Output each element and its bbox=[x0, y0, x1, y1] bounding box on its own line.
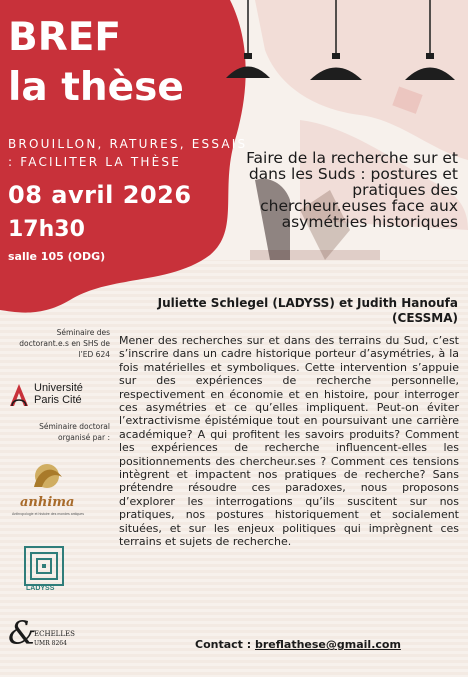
event-time: 17h30 bbox=[8, 217, 85, 242]
upc-emblem-icon bbox=[8, 382, 30, 408]
event-room: salle 105 (ODG) bbox=[8, 250, 106, 263]
echelles-ampersand-icon: & bbox=[8, 614, 37, 652]
event-date: 08 avril 2026 bbox=[8, 181, 192, 209]
contact-label: Contact : bbox=[195, 638, 252, 651]
seminar-note: Séminaire des doctorant.e.s en SHS de l’ED 624 bbox=[19, 328, 110, 359]
anhima-emblem-icon bbox=[24, 457, 70, 495]
upc-line-1: Université bbox=[34, 382, 83, 394]
ladyss-name: LADYSS bbox=[26, 585, 55, 592]
contact-line bbox=[195, 638, 401, 652]
echelles-code: UMR 8264 bbox=[34, 640, 67, 647]
ladyss-emblem-icon bbox=[24, 546, 64, 586]
anhima-logo bbox=[8, 457, 88, 527]
echelles-logo bbox=[8, 614, 88, 658]
anhima-tagline: Anthropologie et histoire des mondes antiques bbox=[12, 512, 84, 516]
speakers: Juliette Schlegel (LADYSS) et Judith Hanoufa (CESSMA) bbox=[157, 296, 458, 325]
contact-email-link[interactable]: breflathese@gmail.com bbox=[255, 638, 401, 651]
subtitle: BROUILLON, RATURES, ESSAIS : FACILITER LA THÈSE bbox=[8, 137, 248, 169]
talk-title: Faire de la recherche sur et dans les Suds : postures et pratiques des chercheur.euses face aux asymétries historiques bbox=[246, 149, 458, 231]
abstract: Mener des recherches sur et dans des terrains du Sud, c’est s’inscrire dans un cadre historique porteur d’asymétries, à la fois matérielles et symboliques. Cette intervention s’appuie sur des expériences de recherche personnelle, respectivement en économie et en histoire, pour interroger ces asymétries et ce qu’elles impliquent. Peut-on éviter l’extractivisme épistémique tout en poursuivant une carrière académique? A qui profitent les savoirs produits? Comment les expériences de recherche influencent-elles les positionnements des chercheur.ses ? Comment ces tensions intègrent et impactent nos pratiques de recherche? Sans prétendre résoudre ces paradoxes, nous proposons d’explorer les interrogations qu’ils suscitent sur nos pratiques, nos postures historiquement et socialement situées, et sur les enjeux politiques qui imprègnent ces terrains et sujets de recherche. bbox=[119, 334, 459, 549]
upc-logo bbox=[8, 380, 118, 412]
title-line-1: BREF bbox=[8, 15, 122, 60]
upc-line-2: Paris Cité bbox=[34, 394, 82, 406]
echelles-name: ECHELLES bbox=[34, 630, 75, 638]
ladyss-logo bbox=[24, 546, 64, 594]
title-line-2: la thèse bbox=[8, 65, 184, 110]
anhima-name: anhima bbox=[20, 495, 75, 510]
organizer-note: Séminaire doctoral organisé par : bbox=[39, 422, 110, 442]
